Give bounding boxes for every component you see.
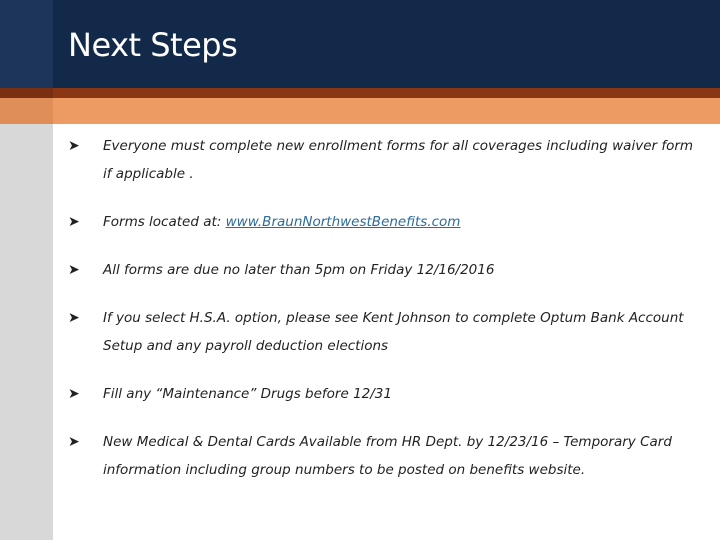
slide-footer: Braun NW| 2017 Benefits Enrollment | 32 xyxy=(544,204,710,213)
arrowhead-bullet-icon: ➤ xyxy=(68,310,80,326)
bullet-text: If you select H.S.A. option, please see Kent Johnson to complete Optum Bank Account Setup and any payroll deduction elections xyxy=(103,310,684,354)
bullet-item xyxy=(68,256,698,284)
arrowhead-bullet-icon: ➤ xyxy=(68,138,80,154)
arrowhead-bullet-icon: ➤ xyxy=(68,434,80,450)
bullet-text: New Medical & Dental Cards Available from HR Dept. by 12/23/16 – Temporary Card information including group numbers to be posted on benefits website. xyxy=(103,434,672,478)
bullet-item xyxy=(68,132,698,188)
bullet-text: All forms are due no later than 5pm on Friday 12/16/2016 xyxy=(103,262,495,278)
sidebar-accent-block xyxy=(0,88,53,98)
bullet-text: Everyone must complete new enrollment forms for all coverages including waiver form if applicable . xyxy=(103,138,694,182)
bullet-text: Fill any “Maintenance” Drugs before 12/31 xyxy=(103,386,392,402)
bullet-list xyxy=(68,132,698,504)
sidebar-header-block xyxy=(0,0,53,88)
bullet-item xyxy=(68,380,698,408)
bullet-item xyxy=(68,428,698,484)
sidebar-footer-block xyxy=(0,98,53,124)
accent-strip xyxy=(0,88,720,98)
benefits-website-link[interactable]: www.BraunNorthwestBenefits.com xyxy=(225,214,461,230)
slide-header xyxy=(0,0,720,88)
bullet-item xyxy=(68,208,698,236)
arrowhead-bullet-icon: ➤ xyxy=(68,386,80,402)
bullet-text: Forms located at: xyxy=(103,214,226,230)
arrowhead-bullet-icon: ➤ xyxy=(68,262,80,278)
arrowhead-bullet-icon: ➤ xyxy=(68,214,80,230)
slide-title: Next Steps xyxy=(68,26,238,64)
bullet-item xyxy=(68,304,698,360)
